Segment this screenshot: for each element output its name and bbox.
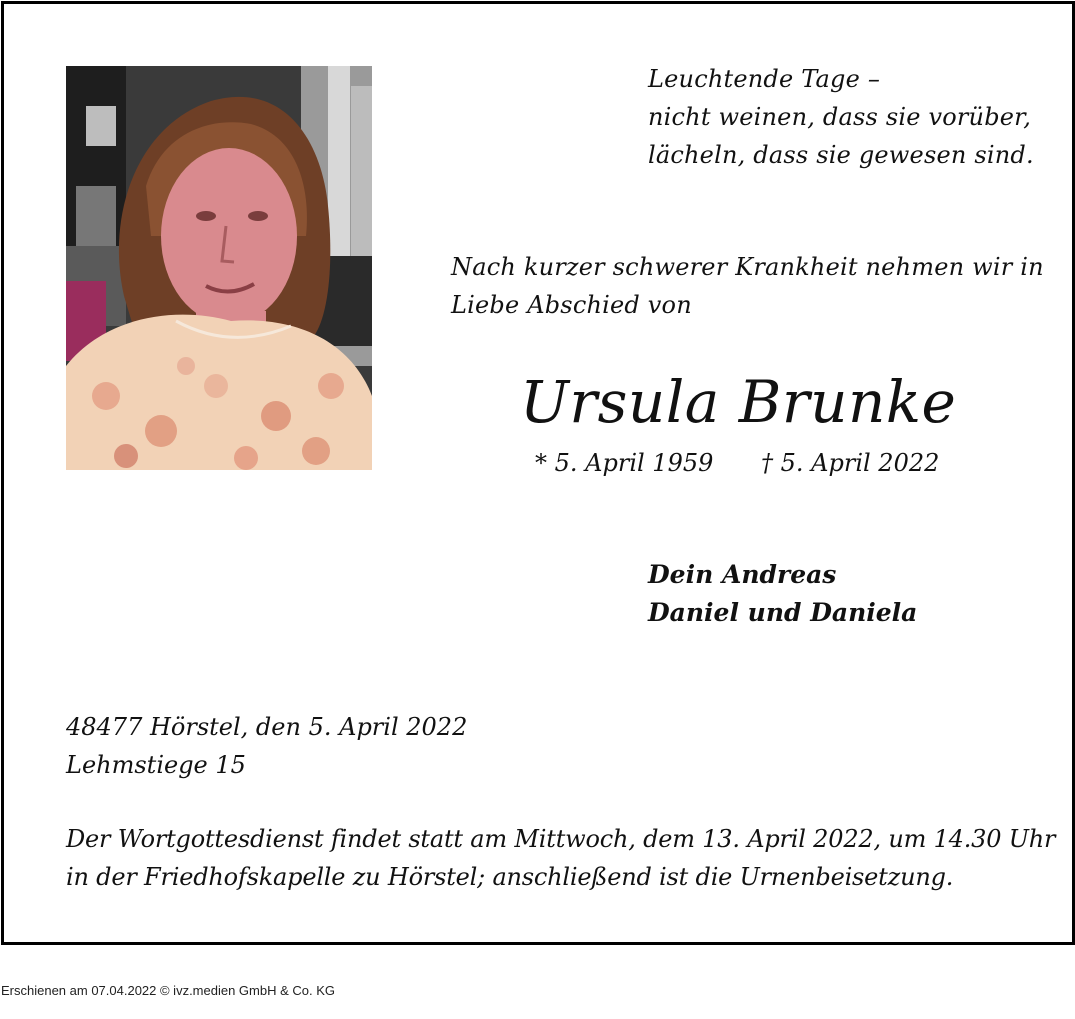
portrait-image (66, 66, 372, 470)
publication-footer: Erschienen am 07.04.2022 © ivz.medien GmbH & Co. KG (1, 983, 336, 998)
service-line: in der Friedhofskapelle zu Hörstel; anschließend ist die Urnenbeisetzung. (66, 863, 954, 891)
poem-line: lächeln, dass sie gewesen sind. (648, 141, 1034, 169)
address-line: Lehmstiege 15 (66, 751, 246, 779)
deceased-name: Ursula Brunke (520, 368, 957, 436)
death-date: † 5. April 2022 (761, 449, 940, 477)
intro-line: Liebe Abschied von (451, 291, 692, 319)
place-date-line: 48477 Hörstel, den 5. April 2022 (66, 713, 468, 741)
service-information (66, 820, 1055, 896)
obituary-notice (1, 1, 1075, 945)
portrait-photo (66, 66, 372, 470)
service-line: Der Wortgottesdienst findet statt am Mittwoch, dem 13. April 2022, um 14.30 Uhr (66, 825, 1056, 853)
intro-text (451, 248, 1044, 324)
intro-line: Nach kurzer schwerer Krankheit nehmen wir in (451, 253, 1044, 281)
mourner-line: Daniel und Daniela (648, 598, 918, 627)
place-and-address (66, 708, 467, 784)
mourner-line: Dein Andreas (648, 560, 837, 589)
poem-verse (648, 60, 1034, 174)
poem-line: Leuchtende Tage – (648, 65, 881, 93)
birth-date: * 5. April 1959 (535, 449, 714, 477)
poem-line: nicht weinen, dass sie vorüber, (648, 103, 1032, 131)
mourners-signature (648, 556, 917, 632)
